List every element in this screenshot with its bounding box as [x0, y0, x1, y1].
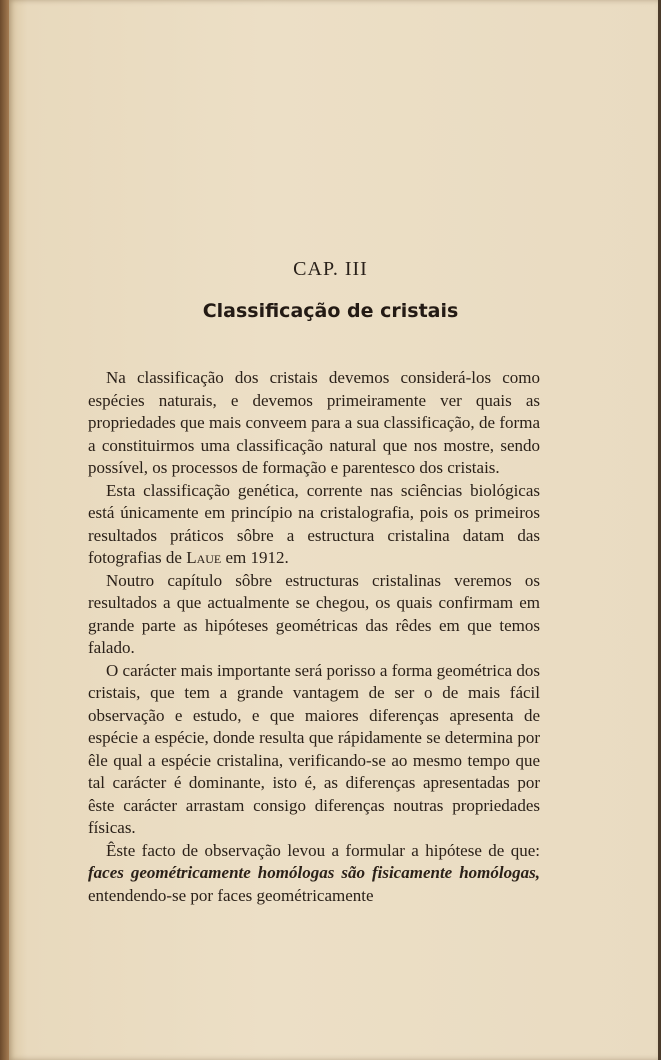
paragraph-text: Esta classificação genética, corrente nas sciências biológicas está únicamente em princípio na cristalografia, pois os primeiros resultados práticos sôbre a estructura cristalina datam das fotografias de — [88, 480, 540, 567]
paragraph — [88, 480, 540, 570]
emphasis-text: faces geométricamente homólogas são fisicamente homólogas, — [88, 863, 540, 882]
book-spine — [0, 0, 9, 1060]
paragraph: Noutro capítulo sôbre estructuras cristalinas veremos os resultados a que actualmente se chegou, os quais confirmam em grande parte as hipóteses geométricas das rêdes em que temos falado. — [88, 570, 540, 657]
chapter-title: Classificação de cristais — [202, 300, 459, 322]
chapter-number: CAP. III — [293, 258, 368, 280]
paragraph: Na classificação dos cristais devemos considerá-los como espécies naturais, e devemos primeiramente ver quais as propriedades que mais conveem para a sua classificação, de forma a constituirmos uma classificação natural que nos mostre, sendo possível, os processos de formação e parentesco dos cristais. — [88, 368, 540, 477]
paragraph: O carácter mais importante será porisso a forma geométrica dos cristais, que tem a grande vantagem de ser o de mais fácil observação e estudo, e que maiores diferenças apresenta de espécie a espécie, donde resulta que rápidamente se determina por êle qual a espécie cristalina, verificando-se ao mesmo tempo que tal carácter é dominante, isto é, as diferenças apresentadas por êste carácter arrastam consigo diferenças noutras propriedades físicas. — [88, 660, 540, 837]
paragraph — [88, 840, 540, 908]
author-name: Laue — [186, 548, 222, 567]
paragraph-text: em 1912. — [221, 548, 289, 567]
paragraph-text: entendendo-se por faces geométricamente — [88, 885, 374, 905]
paragraph-text: Êste facto de observação levou a formular a hipótese de que: — [106, 840, 540, 860]
body-text — [88, 367, 540, 907]
